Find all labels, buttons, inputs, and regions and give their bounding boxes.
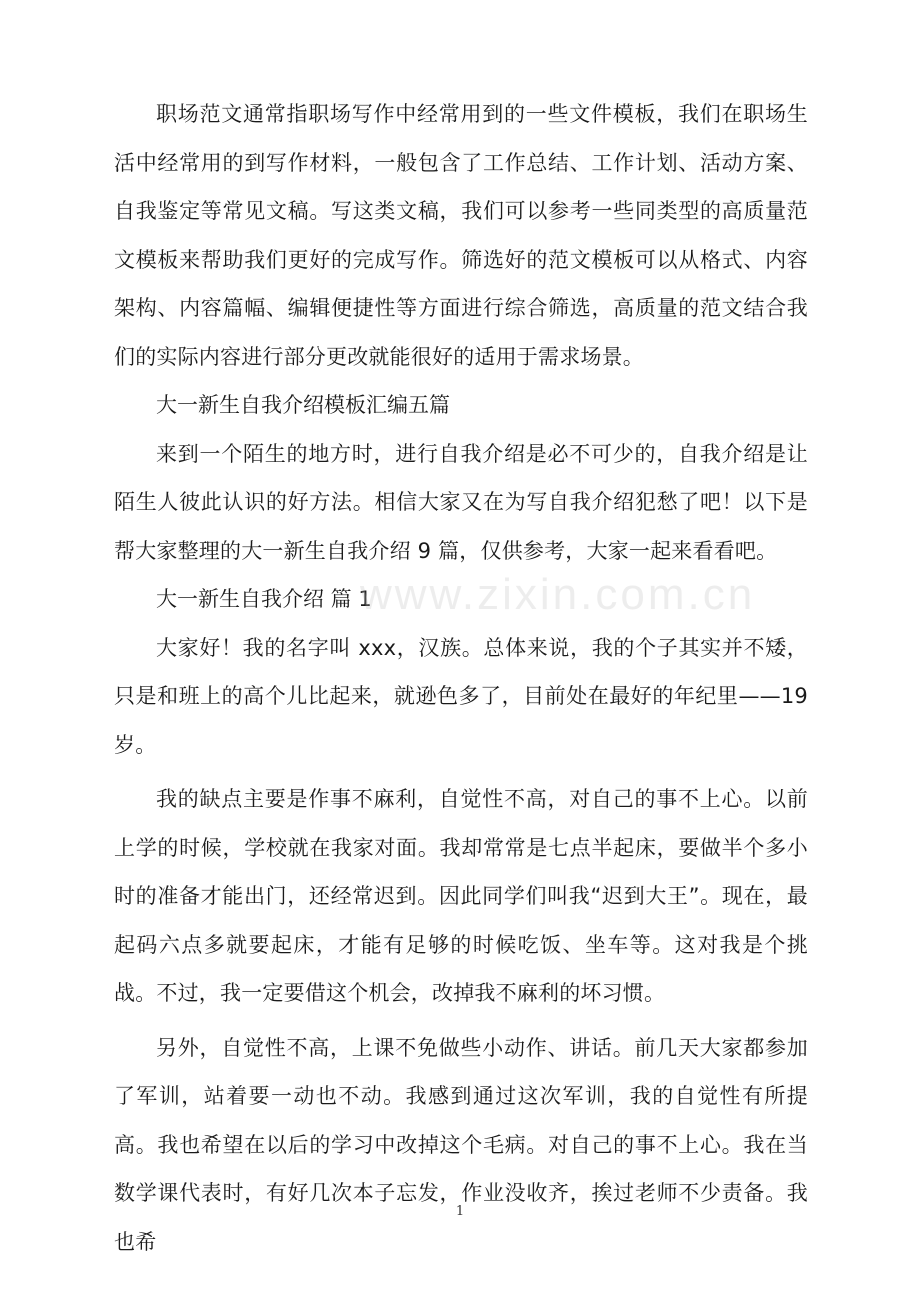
section-heading: 大一新生自我介绍 篇 1 (156, 587, 372, 611)
document-body (114, 90, 808, 1266)
page-number: 1 (455, 1204, 465, 1219)
watermark: www.zixin.com.cn (360, 570, 756, 619)
body-paragraph-3: 另外，自觉性不高，上课不免做些小动作、讲话。前几天大家都参加了军训，站着要一动也不动。我感到通过这次军训，我的自觉性有所提高。我也希望在以后的学习中改掉这个毛病。对自己的事不上心。我在当数学课代表时，有好几次本子忘发，作业没收齐，挨过老师不少责备。我也希 (114, 1035, 808, 1254)
lead-paragraph: 来到一个陌生的地方时，进行自我介绍是必不可少的，自我介绍是让陌生人彼此认识的好方法。相信大家又在为写自我介绍犯愁了吧！以下是帮大家整理的大一新生自我介绍 9 篇，仅供参考，大家一起来看看吧。 (114, 441, 808, 563)
document-title: 大一新生自我介绍模板汇编五篇 (156, 393, 450, 417)
intro-paragraph: 职场范文通常指职场写作中经常用到的一些文件模板，我们在职场生活中经常用的到写作材料，一般包含了工作总结、工作计划、活动方案、自我鉴定等常见文稿。写这类文稿，我们可以参考一些同类型的高质量范文模板来帮助我们更好的完成写作。筛选好的范文模板可以从格式、内容架构、内容篇幅、编辑便捷性等方面进行综合筛选，高质量的范文结合我们的实际内容进行部分更改就能很好的适用于需求场景。 (114, 102, 808, 369)
body-paragraph-1: 大家好！我的名字叫 xxx，汉族。总体来说，我的个子其实并不矮，只是和班上的高个儿比起来，就逊色多了，目前处在最好的年纪里——19 岁。 (114, 635, 808, 757)
body-paragraph-2: 我的缺点主要是作事不麻利，自觉性不高，对自己的事不上心。以前上学的时候，学校就在我家对面。我却常常是七点半起床，要做半个多小时的准备才能出门，还经常迟到。因此同学们叫我“迟到大王”。现在，最起码六点多就要起床，才能有足够的时候吃饭、坐车等。这对我是个挑战。不过，我一定要借这个机会，改掉我不麻利的坏习惯。 (114, 787, 808, 1005)
